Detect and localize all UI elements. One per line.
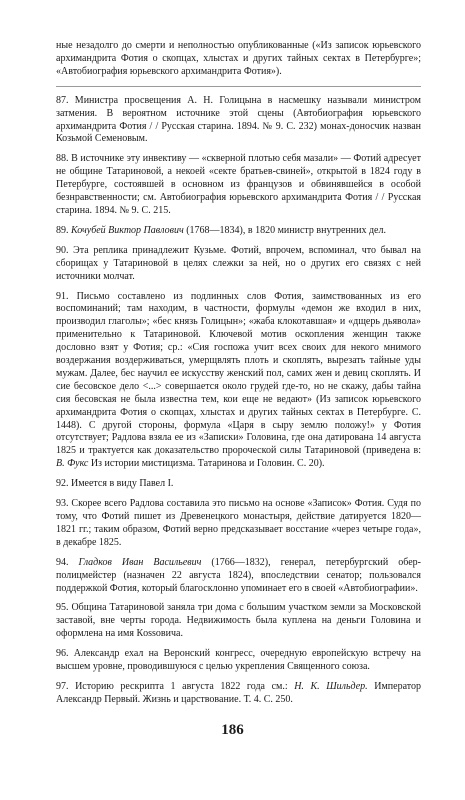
note-author-name: Н. К. Шильдер. bbox=[294, 680, 368, 692]
note-text: 91. Письмо составлено из подлинных слов Фотия, заимствованных из его воспоминаний; там находим, в частности, формулы «демон же входил в них, производил глаголы»; «бес князь Голицын»; «жаба клокотавшая» и «дщерь дьявола» применительно к Татариновой. Ключевой мотив оскопления женщин также дословно взят у Фотия; ср.: «Сия госпожа учит всех своих для некого мнимого воздержания воздерживаться, умерщвлять плоть и скоплять, вырезать тайные уды мужам. Далее, бес научил ее искусству женский пол, самих жен и девиц скоплять. И сие бесовское дело <...> совершается около грудей где-то, но не скажу, дабы тайна сия бесовская не была известна тем, кои еще не ведают» (Из записок юрьевского архимандрита Фотия о скопцах, хлыстах и других тайных сектах в Петербурге. С. 1448). С другой стороны, формула «Царя в сыру землю положу!» у Фотия отсутствует; Радлова взяла ее из «Записки» Головина, где она датирована 14 августа 1825 и трактуется как доказательство пророческой силы Татариновой (приведена в: bbox=[56, 290, 421, 457]
endnote-continuation bbox=[56, 40, 421, 79]
endnote-91 bbox=[56, 291, 421, 472]
note-text: (1768—1834), в 1820 министр внутренних дел. bbox=[183, 224, 386, 236]
endnote-96 bbox=[56, 648, 421, 674]
endnote-97 bbox=[56, 681, 421, 707]
endnote-90 bbox=[56, 245, 421, 284]
note-person-name: Гладков Иван Васильевич bbox=[78, 556, 202, 568]
note-text: 96. Александр ехал на Веронский конгресс, очередную европейскую встречу на высшем уровне, проводившуюся с целью укрепления Священного союза. bbox=[56, 648, 421, 673]
note-text: (1766—1832), генерал, петербургский обер-полицмейстер (назначен 22 августа 1824), впоследствии сенатор; пользовался поддержкой Фотия, который благосклонно упоминает его в своей «Автобиографии». bbox=[56, 556, 421, 594]
note-text-tail: Император Александр Первый. Жизнь и царствование. Т. 4. С. 250. bbox=[56, 680, 421, 705]
note-text: 90. Эта реплика принадлежит Кузьме. Фотий, впрочем, вспоминал, что бывал на сборищах у Татариновой в целях слежки за ней, но о других его связях с ней источники молчат. bbox=[56, 244, 421, 282]
note-text: 93. Скорее всего Радлова составила это письмо на основе «Записок» Фотия. Судя по тому, что Фотий пишет из Древенецкого монастыря, действие датируется 1820—1821 гг.; таким образом, Фотий верно предсказывает восстание «через четыре года», в декабре 1825. bbox=[56, 498, 421, 548]
note-text: 95. Община Татариновой заняла три дома с большим участком земли за Московской заставой, вне черты города. Недвижимость была куплена на деньги Головина и оформлена на имя Кossoвича. bbox=[56, 602, 421, 640]
endnote-93 bbox=[56, 498, 421, 550]
note-text: 87. Министра просвещения А. Н. Голицына в насмешку называли министром затмения. В вероятном источнике этой сцены (Автобиография юрьевского архимандрита Фотия / / Русская старина. 1894. № 9. С. 232) монах-доносчик назван Козьмой Семеновым. bbox=[56, 94, 421, 145]
endnotes-list bbox=[56, 40, 421, 707]
endnote-87 bbox=[56, 95, 421, 147]
note-text: 92. Имеется в виду Павел I. bbox=[56, 478, 174, 490]
page-number: 186 bbox=[221, 722, 244, 738]
endnote-95 bbox=[56, 602, 421, 641]
note-text: 97. Историю рескрипта 1 августа 1822 года см.: bbox=[56, 680, 295, 692]
note-author-name: В. Фукс bbox=[56, 458, 89, 470]
note-person-name: Кочубей Виктор Павлович bbox=[71, 224, 184, 236]
separator-rule bbox=[56, 86, 421, 87]
note-text-tail: Из истории мистицизма. Татаринова и Головин. С. 20). bbox=[88, 458, 325, 470]
endnote-88 bbox=[56, 153, 421, 218]
note-text: 88. В источнике эту инвективу — «скверной плотью себя мазали» — Фотий адресует не общине Татариновой, а некоей «секте братьев-свиней», открытой в 1824 году в Петербурге, состоявшей в основном из французов и обвинявшейся в особой безнравственности; см. Автобиография юрьевского архимандрита Фотия / / Русская старина. 1894. № 9. С. 215. bbox=[56, 153, 421, 216]
endnote-92 bbox=[56, 478, 421, 491]
endnote-94 bbox=[56, 557, 421, 596]
endnote-89: 89. Кочубей Виктор Павлович (1768—1834), в 1820 министр внутренних дел. bbox=[56, 224, 386, 236]
note-number: 94. bbox=[56, 556, 79, 568]
note-text: ные незадолго до смерти и неполностью опубликованные («Из записок юрьевского архимандрита Фотия о скопцах, хлыстах и других тайных сектах в Петербурге»; «Автобиография юрьевского архимандрита Фотия»). bbox=[56, 40, 421, 77]
